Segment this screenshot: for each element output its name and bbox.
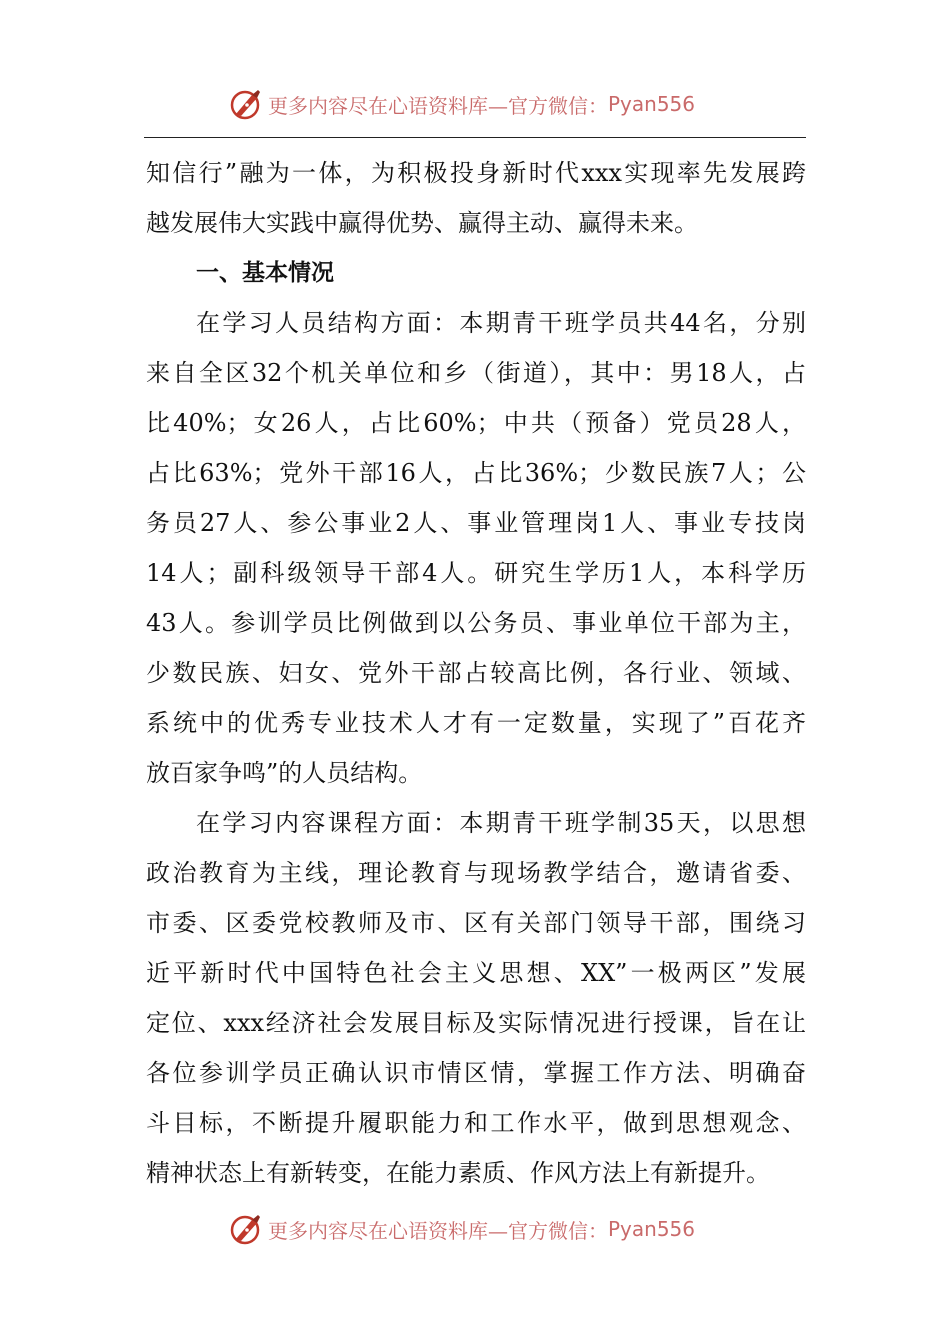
- text-line: 在学习内容课程方面：本期青干班学制35天，以思想: [196, 809, 806, 837]
- text-line: 知信行”融为一体，为积极投身新时代xxx实现率先发展跨: [146, 159, 806, 187]
- intro-paragraph: [146, 148, 806, 248]
- text-line: 政治教育为主线，理论教育与现场教学结合，邀请省委、: [146, 859, 806, 887]
- banner-text: 更多内容尽在心语资料库—官方微信：: [268, 1218, 608, 1243]
- text-line: 精神状态上有新转变，在能力素质、作风方法上有新提升。: [146, 1159, 770, 1187]
- text-line: 占比63%；党外干部16人，占比36%；少数民族7人；公: [146, 459, 806, 487]
- text-line: 43人。参训学员比例做到以公务员、事业单位干部为主，: [146, 609, 806, 637]
- text-line: 来自全区32个机关单位和乡（街道），其中：男18人，占: [146, 359, 806, 387]
- course-content-paragraph: [146, 798, 806, 1198]
- text-line: 市委、区委党校教师及市、区有关部门领导干部，围绕习: [146, 909, 806, 937]
- text-line: 务员27人、参公事业2人、事业管理岗1人、事业专技岗: [146, 509, 806, 537]
- text-line: 系统中的优秀专业技术人才有一定数量，实现了”百花齐: [146, 709, 806, 737]
- text-line: 14人；副科级领导干部4人。研究生学历1人，本科学历: [146, 559, 806, 587]
- pen-nib-logo-icon: [228, 1211, 264, 1247]
- banner-text: 更多内容尽在心语资料库—官方微信：: [268, 93, 608, 118]
- text-line: 少数民族、妇女、党外干部占较高比例，各行业、领域、: [146, 659, 806, 687]
- text-line: 放百家争鸣”的人员结构。: [146, 759, 423, 787]
- footer-banner: [0, 1207, 950, 1251]
- wechat-id: Pyan556: [608, 1217, 696, 1241]
- text-line: 各位参训学员正确认识市情区情，掌握工作方法、明确奋: [146, 1059, 806, 1087]
- text-line: 在学习人员结构方面：本期青干班学员共44名，分别: [196, 309, 806, 337]
- text-line: 定位、xxx经济社会发展目标及实际情况进行授课，旨在让: [146, 1009, 806, 1037]
- wechat-id: Pyan556: [608, 92, 696, 116]
- header-banner: [0, 82, 950, 126]
- text-line: 斗目标，不断提升履职能力和工作水平，做到思想观念、: [146, 1109, 806, 1137]
- text-line: 比40%；女26人，占比60%；中共（预备）党员28人，: [146, 409, 806, 437]
- section-heading: 一、基本情况: [196, 260, 334, 286]
- pen-nib-logo-icon: [228, 86, 264, 122]
- text-line: 越发展伟大实践中赢得优势、赢得主动、赢得未来。: [146, 209, 698, 237]
- text-line: 近平新时代中国特色社会主义思想、XX”一极两区”发展: [146, 959, 806, 987]
- personnel-structure-paragraph: [146, 298, 806, 798]
- header-rule: [144, 137, 806, 138]
- document-body: [146, 148, 806, 1198]
